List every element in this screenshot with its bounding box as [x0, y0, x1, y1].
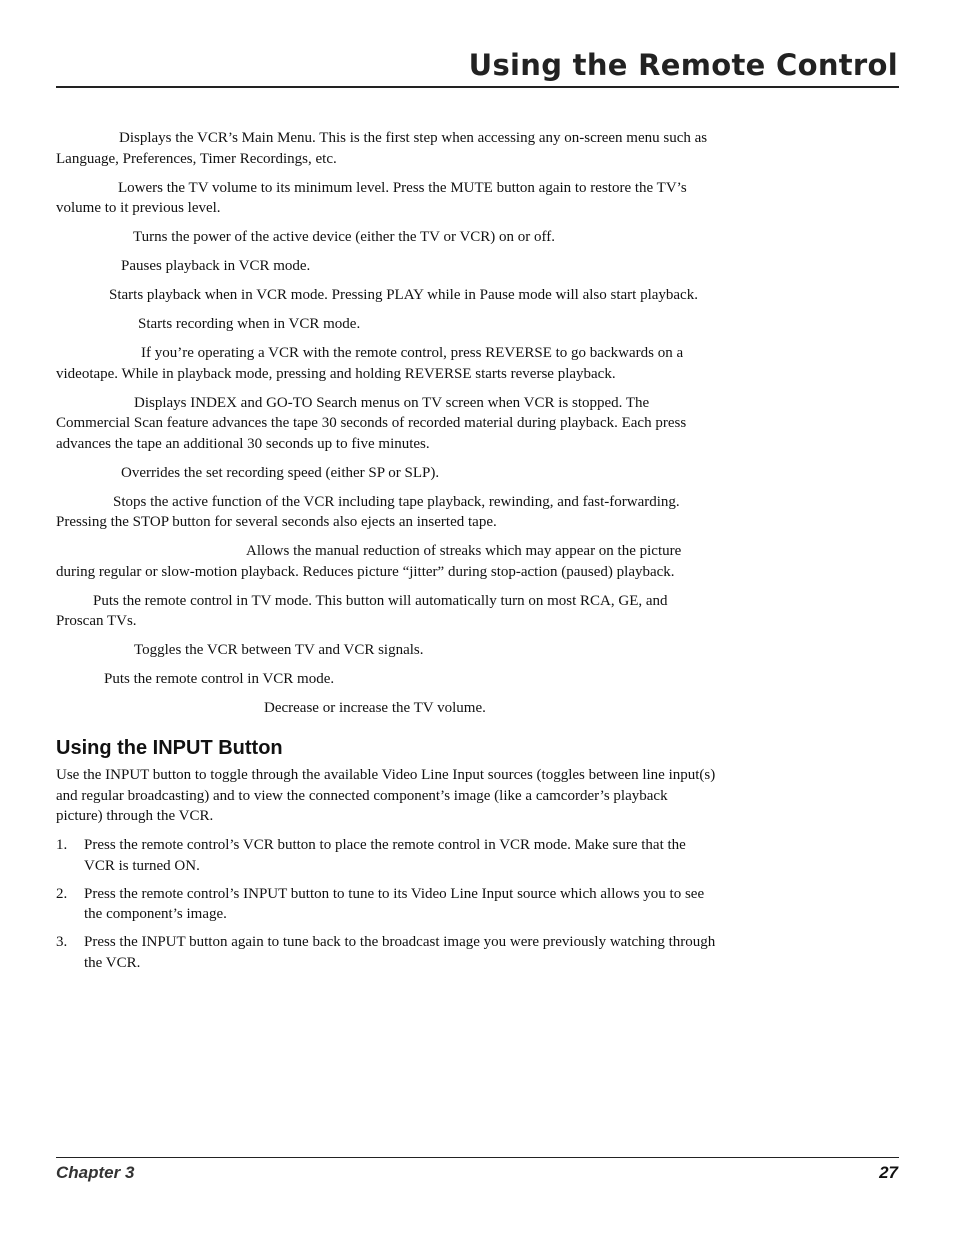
entry-play — [56, 285, 716, 306]
entry-text: Turns the power of the active device (either the TV or VCR) on or off. — [133, 229, 555, 245]
entry-record — [56, 314, 716, 335]
entry-text: Toggles the VCR between TV and VCR signals. — [134, 642, 424, 658]
page-body — [56, 128, 716, 981]
entry-text: Starts recording when in VCR mode. — [138, 316, 361, 332]
entry-text: Puts the remote control in VCR mode. — [104, 671, 335, 687]
steps-list — [56, 835, 716, 973]
entry-text: Puts the remote control in TV mode. This button will automatically turn on most RCA, GE, and Proscan TVs. — [56, 592, 668, 629]
entry-tv — [56, 591, 716, 632]
section-heading: Using the INPUT Button — [56, 736, 283, 759]
entry-menu — [56, 128, 716, 169]
entry-text: Lowers the TV volume to its minimum level. Press the MUTE button again to restore the TV’s volume to it previous level. — [56, 179, 687, 216]
list-item — [56, 835, 716, 876]
entry-text: Displays the VCR’s Main Menu. This is the first step when accessing any on-screen menu such as Language, Preferences, Timer Recordings, etc. — [56, 130, 708, 167]
entry-on-off — [56, 227, 716, 248]
entry-vcr — [56, 669, 716, 690]
entry-mute — [56, 178, 716, 219]
list-item — [56, 884, 716, 925]
step-text: Press the remote control’s VCR button to place the remote control in VCR mode. Make sure that the VCR is turned ON. — [84, 837, 686, 874]
entry-tracking — [56, 541, 716, 582]
entry-tv-vcr — [56, 640, 716, 661]
entry-text: Decrease or increase the TV volume. — [264, 700, 486, 716]
chapter-label: Chapter 3 — [56, 1163, 135, 1182]
entry-text: Stops the active function of the VCR including tape playback, rewinding, and fast-forwarding. Pressing the STOP button for several seconds also ejects an inserted tape. — [56, 493, 680, 530]
entry-search — [56, 393, 716, 455]
list-item — [56, 932, 716, 973]
entry-pause — [56, 256, 716, 277]
entry-text: Starts playback when in VCR mode. Pressing PLAY while in Pause mode will also start playback. — [109, 287, 698, 303]
entry-text: Allows the manual reduction of streaks which may appear on the picture during regular or slow-motion playback. Reduces picture “jitter” during stop-action (paused) playback. — [56, 543, 682, 580]
step-number: 2. — [56, 885, 68, 902]
step-text: Press the INPUT button again to tune back to the broadcast image you were previously watching through the VCR. — [84, 934, 716, 971]
title-rule — [56, 86, 899, 88]
entry-text: Overrides the set recording speed (either SP or SLP). — [121, 464, 440, 481]
footer-rule — [56, 1157, 899, 1158]
entry-reverse — [56, 343, 716, 384]
page-title: Using the Remote Control — [468, 48, 898, 82]
entry-text: Pauses playback in VCR mode. — [121, 258, 311, 274]
step-number: 3. — [56, 934, 68, 950]
step-number: 1. — [56, 837, 68, 853]
entry-text: If you’re operating a VCR with the remote control, press REVERSE to go backwards on a videotape. While in playback mode, pressing and holding REVERSE starts reverse playback. — [56, 345, 684, 382]
section-intro: Use the INPUT button to toggle through the available Video Line Input sources (toggles between line input(s) and regular broadcasting) and to view the connected component’s image (like a camcorder’s playback picture) through the VCR. — [56, 767, 716, 824]
entry-speed — [56, 463, 716, 484]
page-number: 27 — [879, 1163, 898, 1182]
entry-volume — [56, 698, 716, 719]
entry-text: Displays INDEX and GO-TO Search menus on TV screen when VCR is stopped. The Commercial Scan feature advances the tape 30 seconds of recorded material during playback. Each press advances the tape an additional 30 seconds up to five minutes. — [56, 394, 687, 452]
step-text: Press the remote control’s INPUT button to tune to its Video Line Input source which allows you to see the component’s image. — [84, 885, 705, 922]
entry-stop — [56, 492, 716, 533]
